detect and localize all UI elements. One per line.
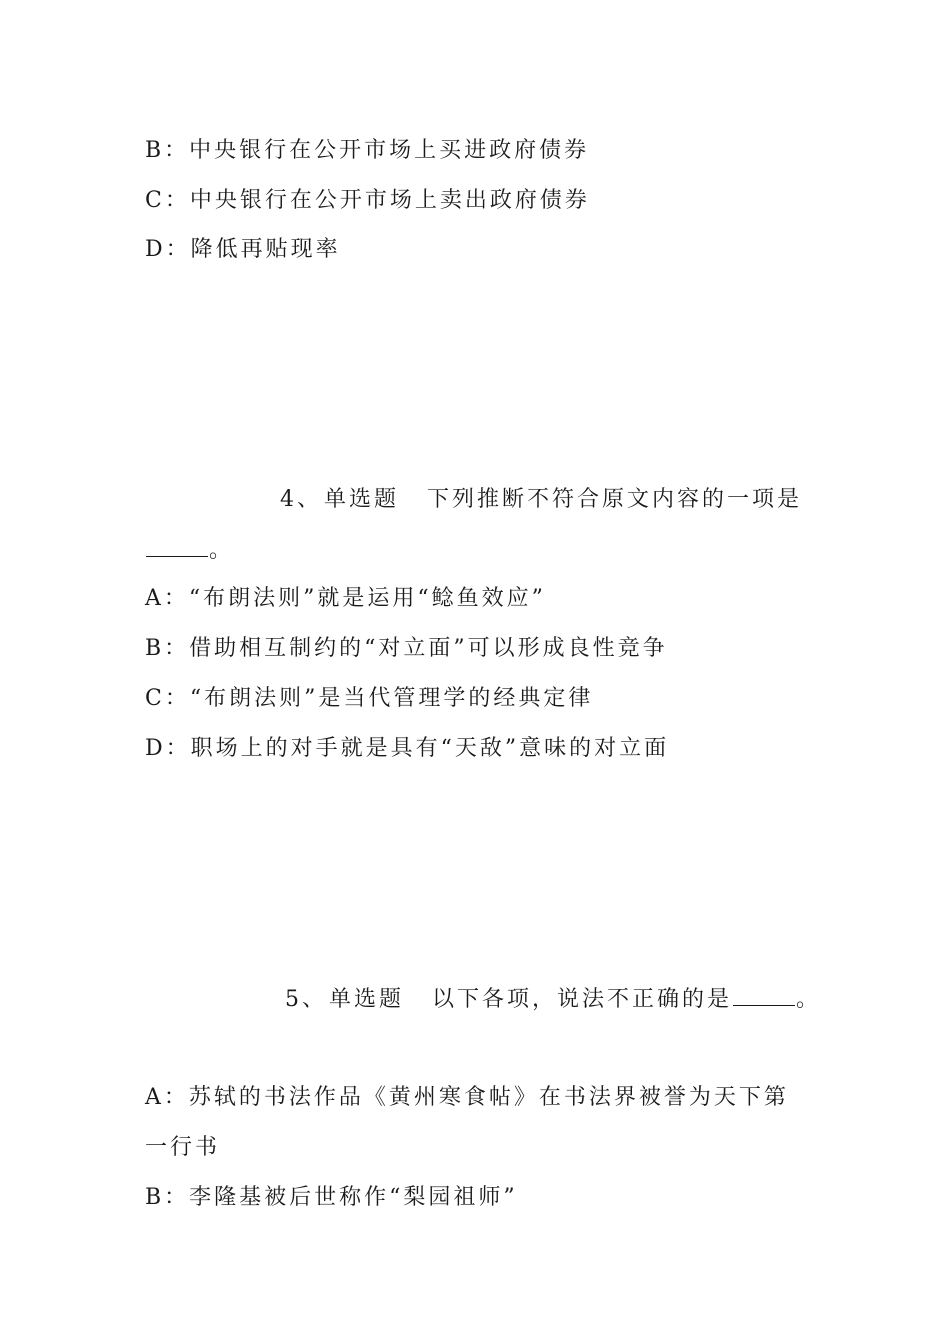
q5-answer-blank (733, 985, 795, 1006)
q5-stem: 以下各项，说法不正确的是 (432, 987, 733, 1012)
q3-option-b: B：中央银行在公开市场上买进政府债券 (145, 138, 590, 163)
q4-stem-continuation (145, 536, 234, 566)
q5-type: 单选题 (329, 987, 405, 1012)
q4-stem-end: 。 (209, 538, 235, 563)
q3-option-d: D：降低再贴现率 (145, 237, 341, 262)
q5-header (285, 985, 821, 1015)
q4-header (280, 485, 802, 515)
q4-option-a: A：“布朗法则”就是运用“鲶鱼效应” (145, 586, 546, 611)
q5-option-b: B：李隆基被后世称作“梨园祖师” (145, 1185, 518, 1210)
q5-stem-end: 。 (796, 987, 822, 1012)
q3-option-c: C：中央银行在公开市场上卖出政府债券 (145, 188, 590, 213)
q4-option-d: D：职场上的对手就是具有“天敌”意味的对立面 (145, 736, 670, 761)
q5-option-a: A：苏轼的书法作品《黄州寒食帖》在书法界被誉为天下第 (145, 1085, 789, 1110)
q4-number: 4、 (280, 487, 322, 512)
q4-answer-blank (146, 536, 208, 557)
q4-option-c: C：“布朗法则”是当代管理学的经典定律 (145, 686, 594, 711)
q5-option-a-continuation: 一行书 (145, 1135, 221, 1160)
q5-number: 5、 (285, 987, 327, 1012)
q4-option-b: B：借助相互制约的“对立面”可以形成良性竞争 (145, 636, 668, 661)
q4-stem: 下列推断不符合原文内容的一项是 (427, 487, 803, 512)
q4-type: 单选题 (324, 487, 400, 512)
